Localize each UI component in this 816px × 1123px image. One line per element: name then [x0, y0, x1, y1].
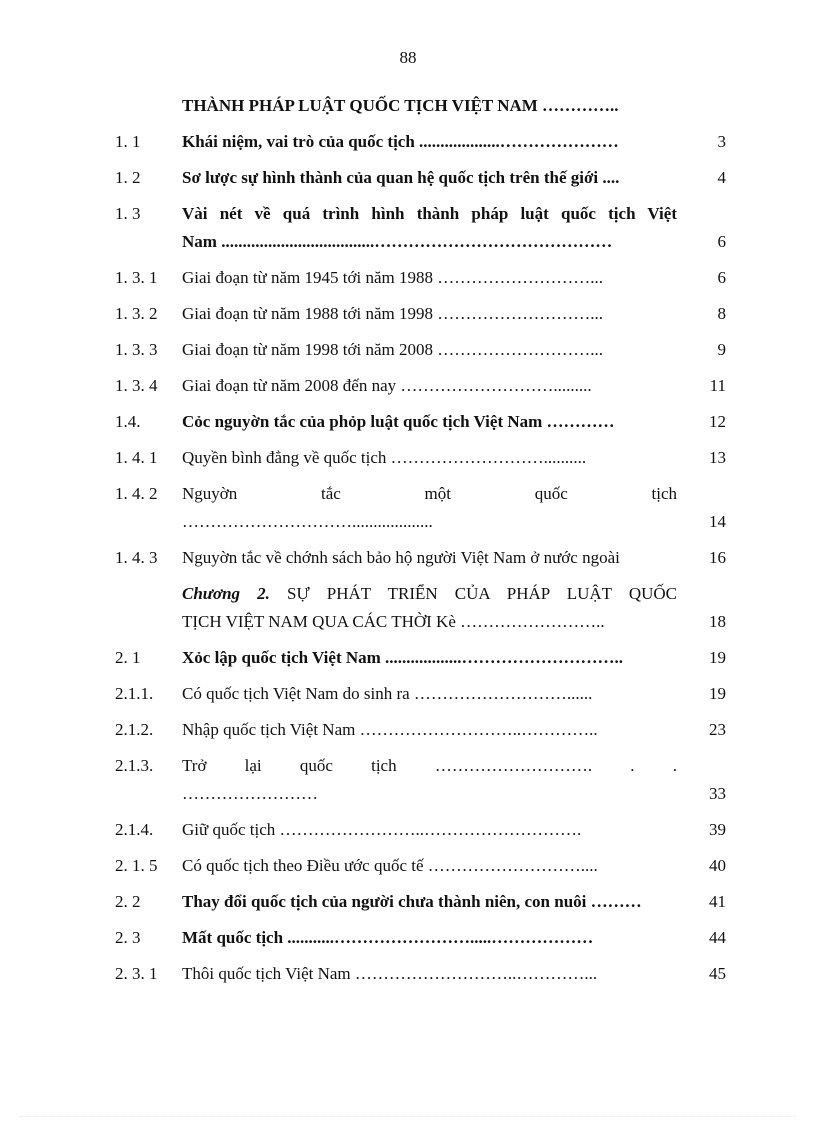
- chapter-title-line2: TỊCH VIỆT NAM QUA CÁC THỜI Kè ……………………..: [182, 612, 605, 631]
- chapter-title-line1: [182, 584, 677, 604]
- entry-page: 16: [709, 548, 726, 567]
- entry-number: 1. 3: [115, 204, 141, 223]
- entry-title-line2: ……………………: [182, 784, 318, 803]
- entry-page: 23: [709, 720, 726, 739]
- entry-number: 1. 2: [115, 168, 141, 187]
- entry-title: Nguyờn tắc về chớnh sách bảo hộ người Việt Nam ở nước ngoài: [182, 548, 620, 567]
- entry-page: 39: [709, 820, 726, 839]
- entry-title: Xỏc lập quốc tịch Việt Nam ..................………………………..: [182, 648, 624, 667]
- entry-title: Khái niệm, vai trò của quốc tịch ...................…………………: [182, 132, 619, 151]
- entry-number: 2. 1: [115, 648, 141, 667]
- entry-number: 1. 3. 3: [115, 340, 158, 359]
- entry-number: 1. 3. 1: [115, 268, 158, 287]
- entry-title: Nhập quốc tịch Việt Nam ………………………..…………..: [182, 720, 598, 739]
- entry-page: 18: [709, 612, 726, 631]
- entry-page: 19: [709, 648, 726, 667]
- entry-page: 45: [709, 964, 726, 983]
- entry-number: 1. 4. 1: [115, 448, 158, 467]
- entry-title: Giai đoạn từ năm 1945 tới năm 1988 ………………………...: [182, 268, 603, 287]
- page-bottom-divider: [20, 1116, 796, 1117]
- entry-title: Thay đổi quốc tịch của người chưa thành niên, con nuôi ………: [182, 892, 642, 911]
- entry-number: 2.1.2.: [115, 720, 154, 739]
- entry-page: 4: [717, 168, 726, 187]
- entry-title: Giữ quốc tịch ……………………..……………………….: [182, 820, 582, 839]
- entry-title: Giai đoạn từ năm 1998 tới năm 2008 ………………………...: [182, 340, 603, 359]
- entry-number: 1. 3. 2: [115, 304, 158, 323]
- entry-number: 1. 4. 2: [115, 484, 158, 503]
- entry-title: Mất quốc tịch ...........…………………….....………………: [182, 928, 594, 947]
- entry-number: 2. 3: [115, 928, 141, 947]
- entry-title: Thôi quốc tịch Việt Nam ………………………..…………...: [182, 964, 598, 983]
- entry-page: 44: [709, 928, 726, 947]
- page-number: 88: [399, 48, 417, 67]
- entry-title-line1: Vài nét về quá trình hình thành pháp luật quốc tịch Việt: [182, 204, 677, 223]
- entry-page: 33: [709, 784, 726, 803]
- entry-number: 1.4.: [115, 412, 141, 431]
- entry-page: 14: [709, 512, 726, 531]
- entry-page: 3: [717, 132, 726, 151]
- entry-number: 2. 1. 5: [115, 856, 158, 875]
- entry-title: Có quốc tịch Việt Nam do sinh ra ………………………......: [182, 684, 593, 703]
- entry-page: 8: [717, 304, 726, 323]
- entry-number: 2.1.1.: [115, 684, 154, 703]
- entry-title-line2: Nam ....................................……………………………………: [182, 232, 613, 251]
- entry-page: 13: [709, 448, 726, 467]
- entry-page: 12: [709, 412, 726, 431]
- entry-page: 19: [709, 684, 726, 703]
- entry-page: 6: [717, 268, 726, 287]
- entry-page: 41: [709, 892, 726, 911]
- chapter-label: Chương 2.: [182, 584, 270, 603]
- entry-number: 2. 2: [115, 892, 141, 911]
- entry-number: 2.1.3.: [115, 756, 154, 775]
- entry-page: 40: [709, 856, 726, 875]
- entry-title-line1: Trở lại quốc tịch ………………………. . .: [182, 756, 677, 775]
- entry-number: 1. 1: [115, 132, 141, 151]
- entry-number: 1. 3. 4: [115, 376, 158, 395]
- entry-title: Sơ lược sự hình thành của quan hệ quốc tịch trên thế giới ....: [182, 168, 620, 187]
- entry-title: Giai đoạn từ năm 2008 đến nay ……………………….........: [182, 376, 592, 395]
- entry-page: 9: [717, 340, 726, 359]
- entry-number: 1. 4. 3: [115, 548, 158, 567]
- entry-number: 2.1.4.: [115, 820, 154, 839]
- entry-title-line1: Nguyờn tắc một quốc tịch: [182, 484, 677, 503]
- entry-page: 6: [717, 232, 726, 251]
- entry-title: Quyền bình đẳng về quốc tịch ………………………..........: [182, 448, 587, 467]
- entry-page: 11: [709, 376, 726, 395]
- entry-title: Cỏc nguyờn tắc của phỏp luật quốc tịch Việt Nam …………: [182, 412, 615, 431]
- entry-title: Giai đoạn từ năm 1988 tới năm 1998 ………………………...: [182, 304, 603, 323]
- entry-number: 2. 3. 1: [115, 964, 158, 983]
- chapter-title-rest: SỰ PHÁT TRIỂN CỦA PHÁP LUẬT QUỐC: [269, 584, 677, 603]
- entry-title: Có quốc tịch theo Điều ước quốc tế ………………………....: [182, 856, 598, 875]
- entry-title-line2: …………………………...................: [182, 512, 433, 531]
- toc-heading: THÀNH PHÁP LUẬT QUỐC TỊCH VIỆT NAM …………..: [182, 96, 619, 115]
